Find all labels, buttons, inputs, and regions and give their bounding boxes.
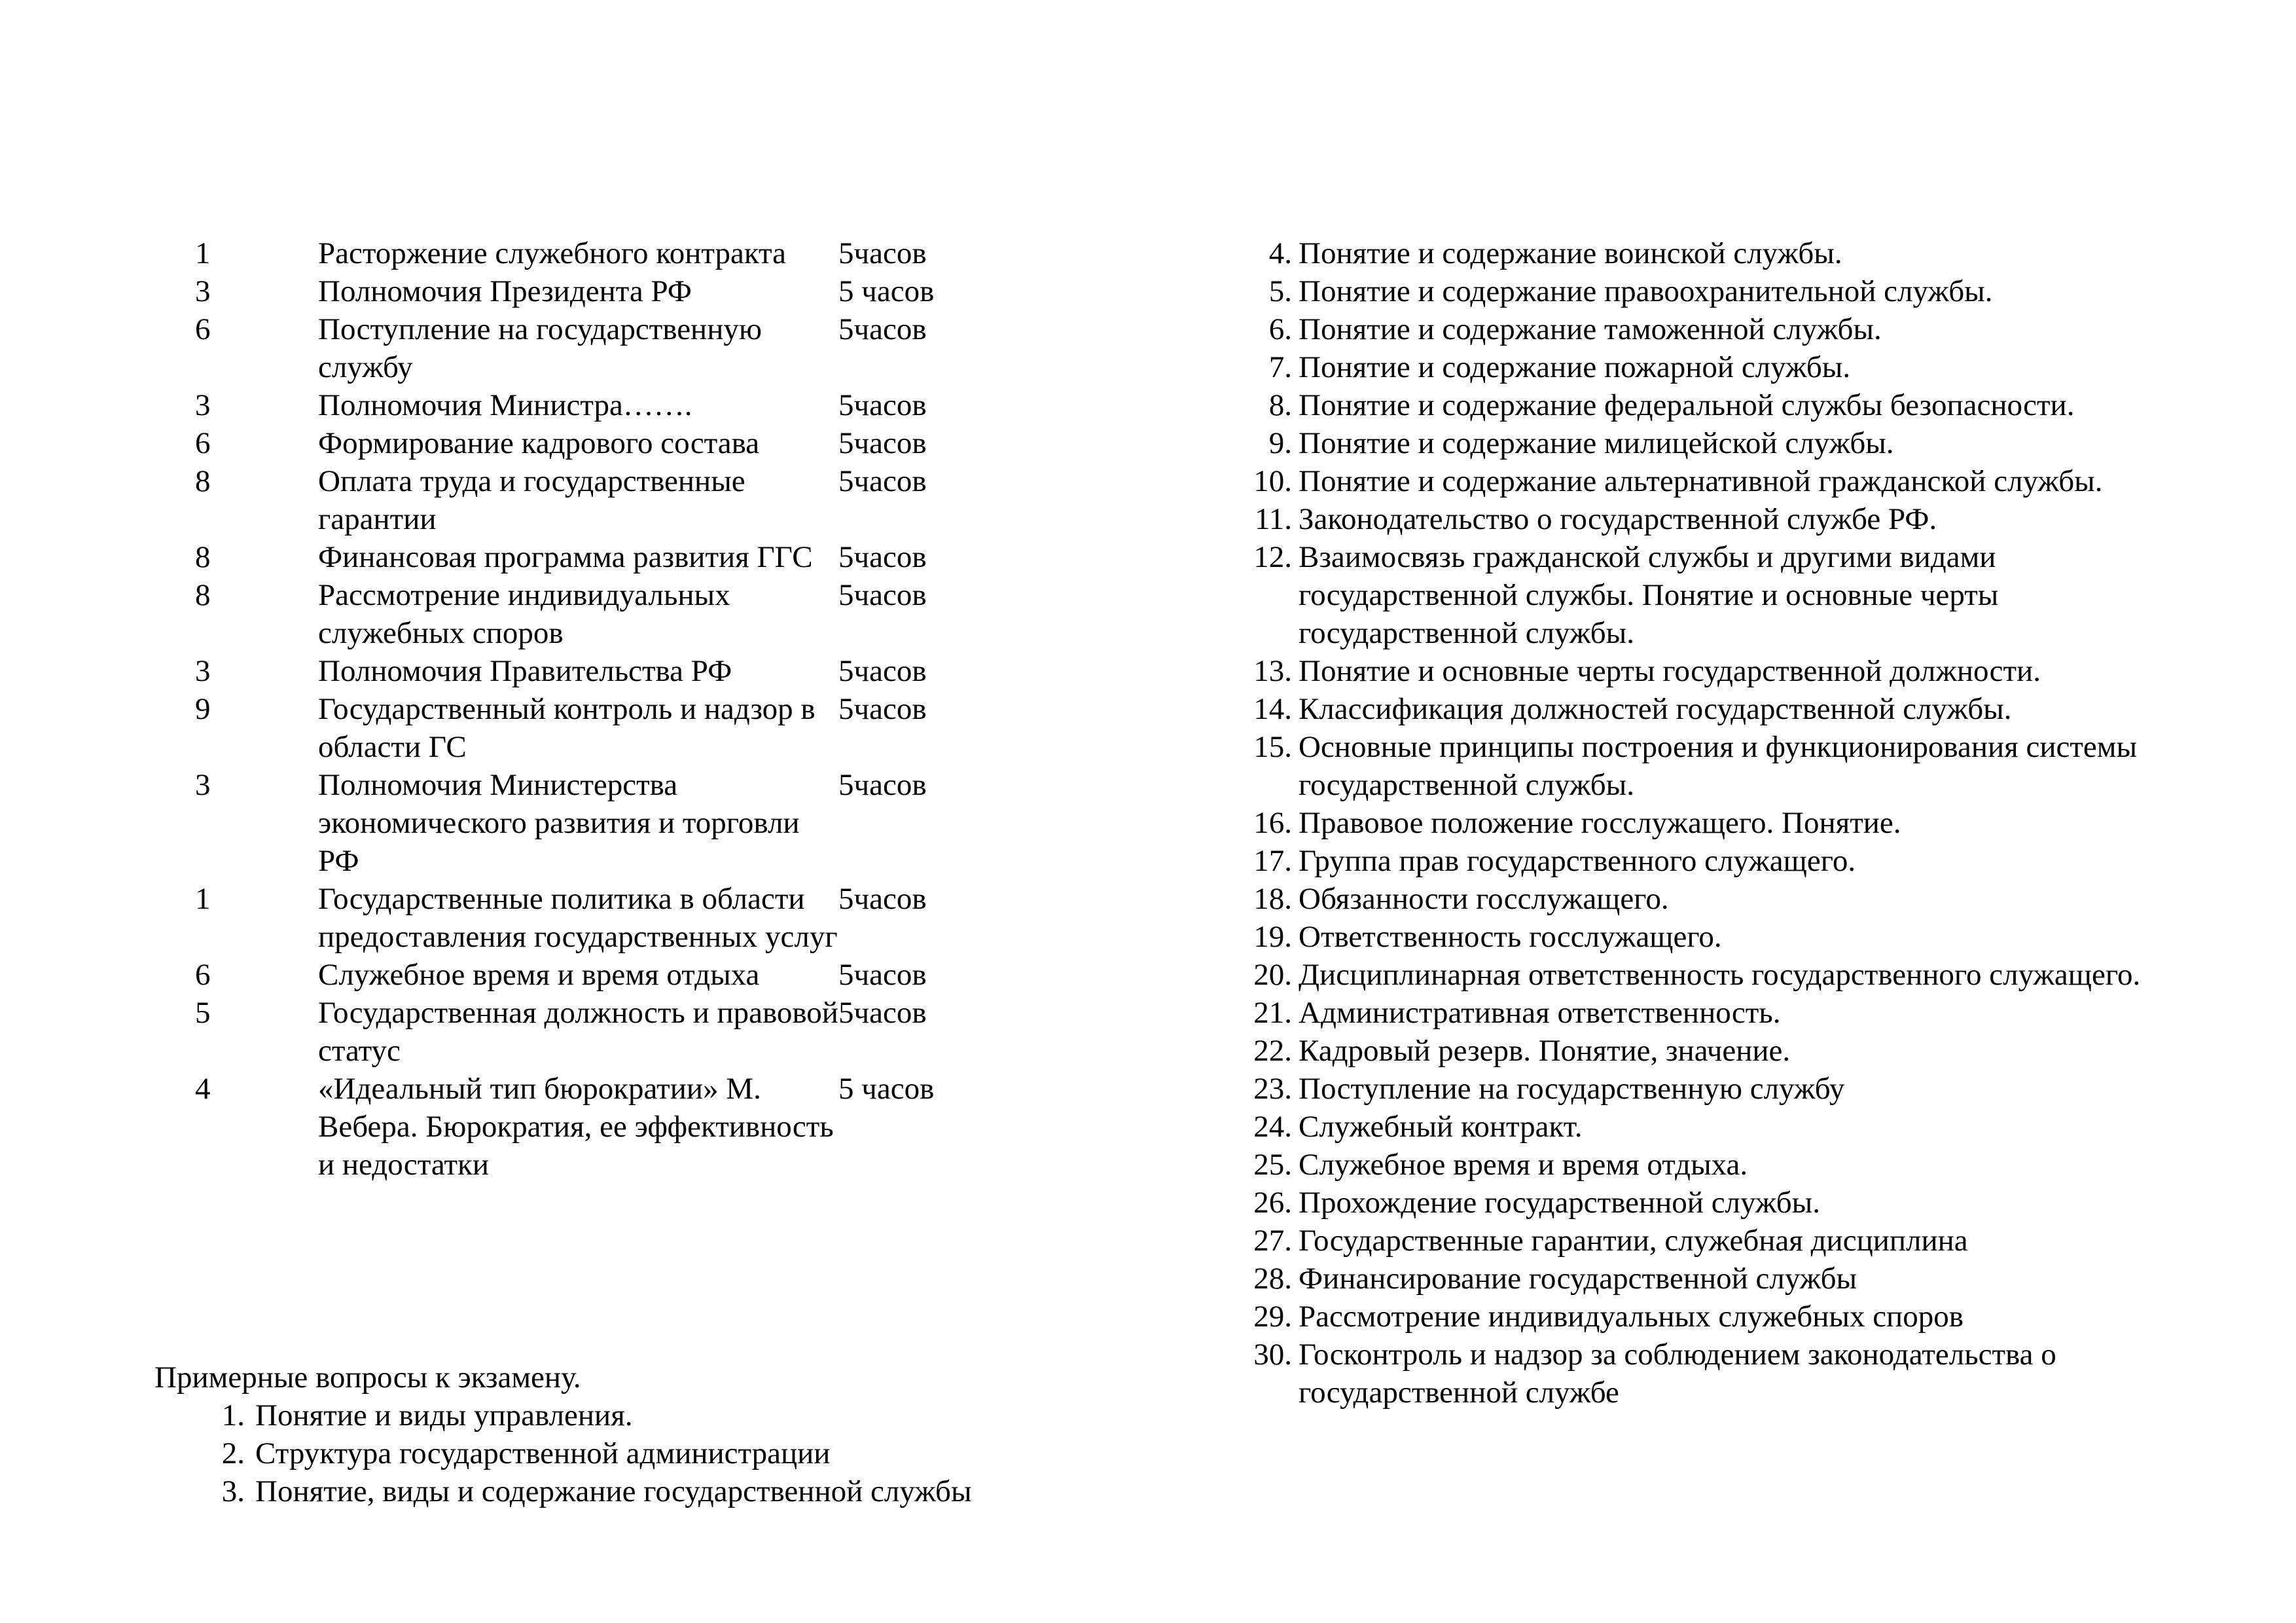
exam-question [1219, 880, 2148, 918]
question-text: Поступление на государственную службу [1299, 1072, 1845, 1106]
question-text: Понятие и содержание федеральной службы безопасности. [1299, 388, 2075, 422]
topic-title: Полномочия Министра……. [318, 388, 692, 422]
topic-hours: 5часов [838, 464, 927, 498]
question-text: Основные принципы построения и функционирования системы государственной службы. [1299, 730, 2138, 802]
topic-number: 8 [195, 540, 211, 574]
exam-question [1219, 1108, 2148, 1146]
question-text: Понятие и основные черты государственной должности. [1299, 654, 2041, 688]
exam-question [1219, 1032, 2148, 1070]
topics-table [154, 234, 1005, 1184]
exam-question [1219, 994, 2148, 1032]
question-number: 5. [1268, 274, 1292, 308]
topic-row [154, 424, 1005, 462]
exam-question [1219, 1336, 2148, 1412]
question-number: 26. [1253, 1186, 1292, 1220]
question-text: Рассмотрение индивидуальных служебных споров [1299, 1300, 1964, 1334]
question-text: Служебный контракт. [1299, 1110, 1583, 1144]
topic-title: Финансовая программа развития ГГС [318, 540, 813, 574]
topic-hours: 5часов [838, 692, 927, 726]
question-number: 29. [1253, 1300, 1292, 1334]
topic-row [154, 310, 1005, 386]
topic-hours: 5часов [838, 426, 927, 460]
topic-number: 3 [195, 274, 211, 308]
question-number: 12. [1253, 540, 1292, 574]
exam-question [1219, 310, 2148, 348]
exam-question [1219, 690, 2148, 728]
question-text: Группа прав государственного служащего. [1299, 844, 1856, 878]
question-number: 18. [1253, 882, 1292, 916]
question-text: Понятие и виды управления. [255, 1398, 633, 1432]
question-number: 22. [1253, 1034, 1292, 1068]
exam-question [1219, 1146, 2148, 1184]
question-number: 17. [1253, 844, 1292, 878]
exam-question [1219, 386, 2148, 424]
exam-questions-list-left [154, 1396, 1136, 1510]
question-text: Законодательство о государственной службе РФ. [1299, 502, 1937, 536]
exam-questions-heading: Примерные вопросы к экзамену. [154, 1360, 581, 1395]
exam-question [154, 1396, 1136, 1434]
topic-number: 1 [195, 236, 211, 270]
topic-hours: 5часов [838, 768, 927, 802]
exam-question [1219, 348, 2148, 386]
question-number: 27. [1253, 1224, 1292, 1258]
question-number: 20. [1253, 958, 1292, 992]
exam-question [1219, 234, 2148, 272]
question-number: 8. [1268, 388, 1292, 422]
topic-row [154, 880, 1005, 956]
topic-number: 3 [195, 654, 211, 688]
question-text: Государственные гарантии, служебная дисциплина [1299, 1224, 1968, 1258]
question-text: Правовое положение госслужащего. Понятие. [1299, 806, 1901, 840]
question-number: 2. [221, 1436, 245, 1470]
question-text: Дисциплинарная ответственность государственного служащего. [1299, 958, 2141, 992]
topic-title: Оплата труда и государственные гарантии [318, 464, 745, 536]
topic-hours: 5часов [838, 996, 927, 1030]
question-text: Понятие, виды и содержание государственной службы [255, 1474, 972, 1508]
exam-question [1219, 918, 2148, 956]
question-text: Госконтроль и надзор за соблюдением законодательства о государственной службе [1299, 1338, 2056, 1410]
topic-title: Полномочия Президента РФ [318, 274, 692, 308]
question-number: 9. [1268, 426, 1292, 460]
topic-row [154, 690, 1005, 766]
topic-title: Формирование кадрового состава [318, 426, 760, 460]
question-text: Понятие и содержание пожарной службы. [1299, 350, 1851, 384]
exam-question [1219, 1222, 2148, 1260]
question-number: 7. [1268, 350, 1292, 384]
question-number: 14. [1253, 692, 1292, 726]
topic-title: Поступление на государственную службу [318, 312, 762, 384]
question-text: Прохождение государственной службы. [1299, 1186, 1820, 1220]
topic-number: 9 [195, 692, 211, 726]
topic-hours: 5часов [838, 388, 927, 422]
exam-question [1219, 538, 2148, 652]
question-number: 19. [1253, 920, 1292, 954]
exam-question [154, 1472, 1136, 1510]
exam-question [1219, 424, 2148, 462]
topic-title: Полномочия Министерства экономического развития и торговли РФ [318, 768, 800, 878]
question-number: 28. [1253, 1262, 1292, 1296]
topic-number: 4 [195, 1072, 211, 1106]
question-number: 15. [1253, 730, 1292, 764]
topic-row [154, 386, 1005, 424]
topic-title: «Идеальный тип бюрократии» М. Вебера. Бюрократия, ее эффективность и недостатки [318, 1072, 834, 1182]
topic-row [154, 576, 1005, 652]
topic-hours: 5 часов [838, 1072, 935, 1106]
topic-number: 6 [195, 958, 211, 992]
question-number: 1. [221, 1398, 245, 1432]
exam-question [1219, 842, 2148, 880]
topic-number: 1 [195, 882, 211, 916]
exam-question [1219, 462, 2148, 500]
topic-number: 6 [195, 426, 211, 460]
exam-question [1219, 1298, 2148, 1336]
exam-question [1219, 728, 2148, 804]
topic-hours: 5часов [838, 540, 927, 574]
topic-row [154, 462, 1005, 538]
question-number: 25. [1253, 1148, 1292, 1182]
exam-question [154, 1434, 1136, 1472]
question-text: Административная ответственность. [1299, 996, 1781, 1030]
topic-hours: 5часов [838, 312, 927, 346]
topic-hours: 5часов [838, 882, 927, 916]
topic-row [154, 766, 1005, 880]
topic-row [154, 956, 1005, 994]
topic-row [154, 994, 1005, 1070]
topic-row [154, 234, 1005, 272]
question-text: Служебное время и время отдыха. [1299, 1148, 1748, 1182]
topic-title: Государственная должность и правовой статус [318, 996, 838, 1068]
topic-hours: 5часов [838, 236, 927, 270]
question-number: 21. [1253, 996, 1292, 1030]
exam-question [1219, 652, 2148, 690]
exam-question [1219, 272, 2148, 310]
question-number: 10. [1253, 464, 1292, 498]
topic-row [154, 272, 1005, 310]
question-text: Классификация должностей государственной службы. [1299, 692, 2012, 726]
topic-hours: 5 часов [838, 274, 935, 308]
topic-hours: 5часов [838, 578, 927, 612]
topic-number: 8 [195, 464, 211, 498]
topic-title: Расторжение служебного контракта [318, 236, 787, 270]
exam-question [1219, 1184, 2148, 1222]
question-number: 11. [1254, 502, 1292, 536]
question-text: Понятие и содержание правоохранительной службы. [1299, 274, 1993, 308]
topic-row [154, 652, 1005, 690]
exam-questions-list-right [1219, 234, 2148, 1412]
topic-hours: 5часов [838, 958, 927, 992]
exam-question [1219, 956, 2148, 994]
exam-question [1219, 1260, 2148, 1298]
question-text: Кадровый резерв. Понятие, значение. [1299, 1034, 1791, 1068]
topic-row [154, 538, 1005, 576]
topic-number: 6 [195, 312, 211, 346]
topic-number: 3 [195, 768, 211, 802]
topic-row [154, 1070, 1005, 1184]
topic-number: 3 [195, 388, 211, 422]
exam-question [1219, 500, 2148, 538]
topic-number: 5 [195, 996, 211, 1030]
question-number: 24. [1253, 1110, 1292, 1144]
question-number: 23. [1253, 1072, 1292, 1106]
question-text: Понятие и содержание таможенной службы. [1299, 312, 1882, 346]
topic-title: Служебное время и время отдыха [318, 958, 760, 992]
question-text: Понятие и содержание воинской службы. [1299, 236, 1842, 270]
question-number: 13. [1253, 654, 1292, 688]
question-text: Ответственность госслужащего. [1299, 920, 1722, 954]
question-number: 30. [1253, 1338, 1292, 1372]
question-text: Понятие и содержание милицейской службы. [1299, 426, 1894, 460]
topic-title: Государственные политика в области предоставления государственных услуг [318, 882, 838, 954]
question-number: 16. [1253, 806, 1292, 840]
question-text: Понятие и содержание альтернативной гражданской службы. [1299, 464, 2103, 498]
question-number: 3. [221, 1474, 245, 1508]
topic-title: Полномочия Правительства РФ [318, 654, 732, 688]
topic-title: Рассмотрение индивидуальных служебных споров [318, 578, 730, 650]
topic-title: Государственный контроль и надзор в области ГС [318, 692, 816, 764]
topic-hours: 5часов [838, 654, 927, 688]
question-text: Финансирование государственной службы [1299, 1262, 1857, 1296]
question-text: Взаимосвязь гражданской службы и другими видами государственной службы. Понятие и основные черты государственной службы. [1299, 540, 1999, 650]
question-text: Обязанности госслужащего. [1299, 882, 1669, 916]
question-number: 6. [1268, 312, 1292, 346]
exam-question [1219, 804, 2148, 842]
question-number: 4. [1268, 236, 1292, 270]
question-text: Структура государственной администрации [255, 1436, 831, 1470]
topic-number: 8 [195, 578, 211, 612]
exam-question [1219, 1070, 2148, 1108]
